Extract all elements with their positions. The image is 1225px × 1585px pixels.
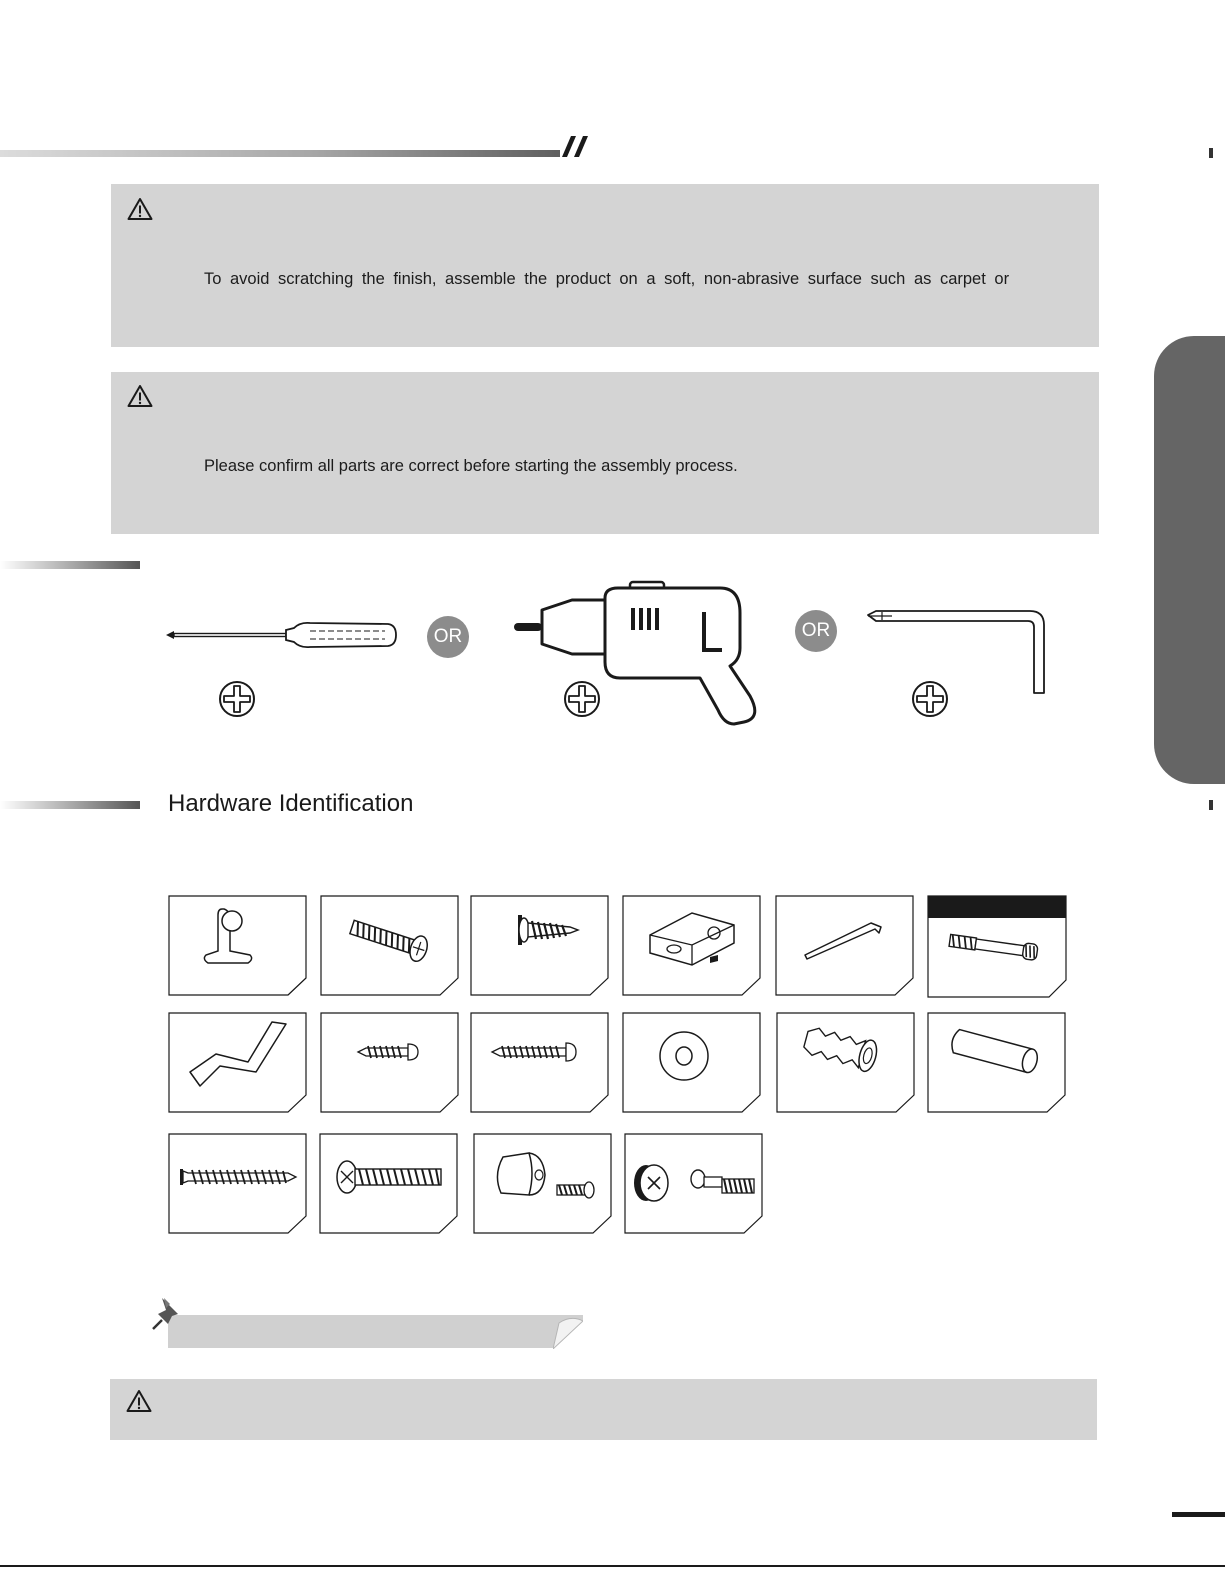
hardware-cell-short-wood-screw (320, 1012, 458, 1112)
tools-section-bar (0, 561, 140, 569)
screwdriver-icon (160, 610, 405, 660)
note-strip (168, 1315, 553, 1348)
or-separator: OR (427, 616, 469, 658)
warning-box-parts (111, 372, 1099, 534)
hex-key-icon (862, 605, 1052, 700)
hardware-cell-shelf-pin (168, 895, 306, 995)
power-drill-icon (510, 578, 770, 728)
page-number-mark (1172, 1512, 1225, 1517)
hardware-cell-wedge-clip (168, 1012, 306, 1112)
hardware-cell-long-screw (168, 1133, 306, 1233)
or-separator: OR (795, 610, 837, 652)
warning-box-surface (111, 184, 1099, 347)
hardware-cell-allen-key (775, 895, 913, 995)
chapter-side-tab (1154, 336, 1225, 784)
flat-washer-icon (660, 1032, 708, 1080)
warning-icon (127, 197, 153, 221)
hardware-cell-flat-washer (622, 1012, 760, 1112)
header-slash-icon (562, 136, 590, 160)
hardware-cell-wood-dowel (927, 1012, 1065, 1112)
hardware-cell-dowel-screw (927, 895, 1065, 995)
header-rule (0, 150, 560, 157)
hardware-cell-corner-bracket (622, 895, 760, 995)
hardware-cell-wall-anchor (776, 1012, 914, 1112)
hardware-cell-machine-bolt (320, 895, 458, 995)
hardware-cell-cam-lock-set (624, 1133, 762, 1233)
warning-text-parts: Please confirm all parts are correct before starting the assembly process. (204, 457, 738, 475)
hardware-cell-connector-bolt (319, 1133, 457, 1233)
footer-line (0, 1565, 1225, 1567)
edge-tick (1209, 800, 1213, 810)
warning-box-bottom (110, 1379, 1097, 1440)
dowel-screw-icon (949, 932, 1038, 960)
hardware-section-title: Hardware Identification (168, 790, 414, 817)
cam-lock-icon (634, 1165, 668, 1201)
phillips-head-icon (218, 680, 256, 718)
warning-icon (126, 1389, 152, 1413)
knob-screw-icon (557, 1182, 594, 1198)
edge-tick (1209, 148, 1213, 158)
phillips-head-icon (911, 680, 949, 718)
warning-text-surface: To avoid scratching the finish, assemble the product on a soft, non-abrasive surface such as carpet or (204, 270, 1010, 288)
hardware-cell-washer-head-screw (470, 895, 608, 995)
hardware-cell-knob-with-screw (473, 1133, 611, 1233)
hardware-section-bar (0, 801, 140, 809)
push-pin-icon (148, 1296, 188, 1336)
warning-icon (127, 384, 153, 408)
hardware-cell-long-wood-screw (470, 1012, 608, 1112)
phillips-head-icon (563, 680, 601, 718)
page-curl-icon (553, 1315, 583, 1349)
